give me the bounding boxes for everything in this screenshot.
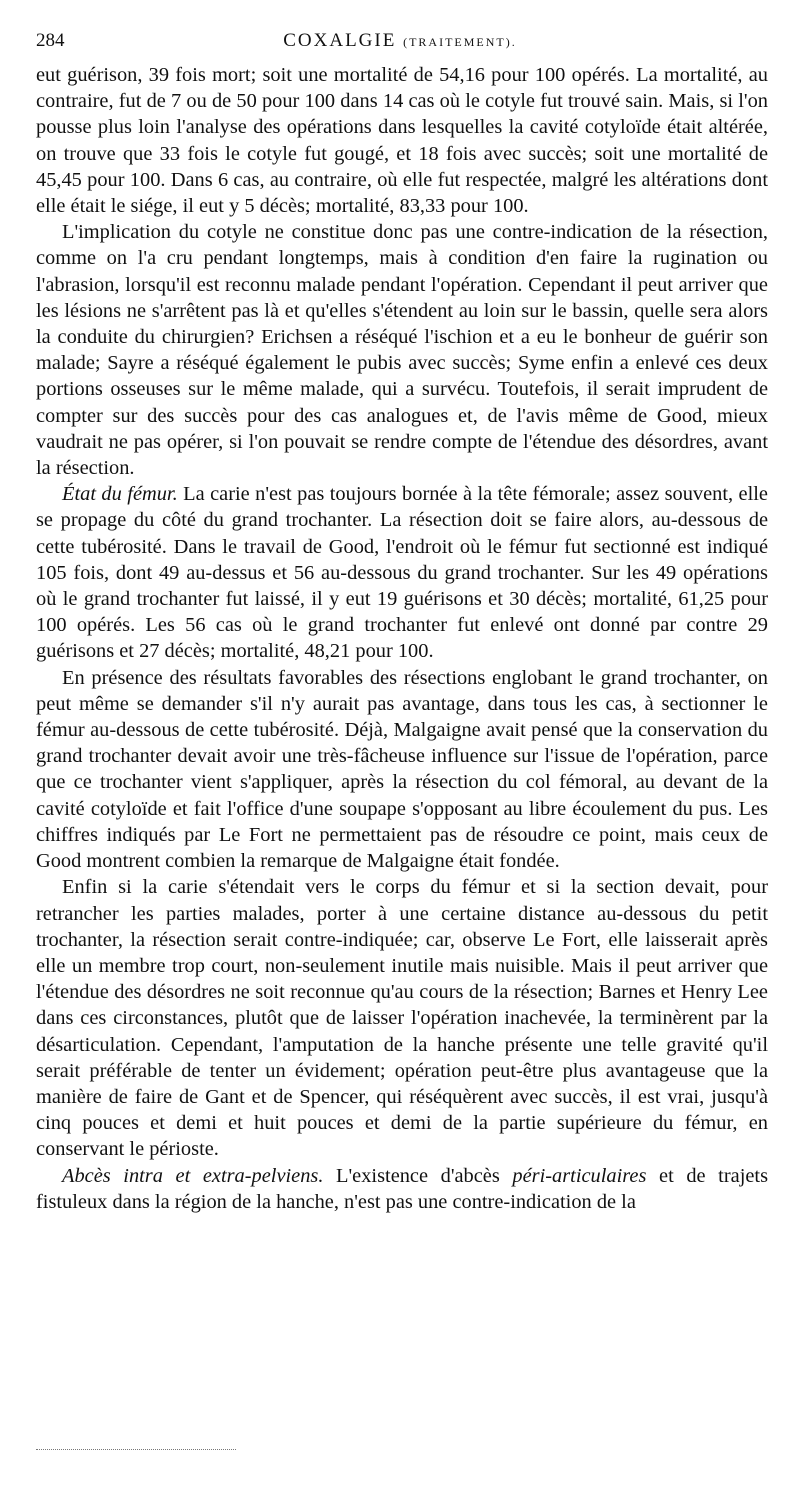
paragraph-6-italic: péri-articulaires: [512, 1164, 647, 1187]
running-title-main: COXALGIE: [283, 30, 397, 51]
page-number: 284: [36, 30, 65, 51]
body-text: [36, 62, 768, 1215]
footnote-rule: [36, 1449, 236, 1450]
paragraph-6-text-a: L'existence d'abcès: [323, 1164, 513, 1187]
paragraph-3: [36, 481, 768, 664]
paragraph-3-text: La carie n'est pas toujours bornée à la tête fémorale; assez souvent, elle se propage du côté du grand trochanter. La résection doit se faire alors, au-dessous de cette tubérosité. Dans le travail de Good, l'endroit où le fémur fut sectionné est indiqué 105 fois, dont 49 au-dessus et 56 au-dessous du grand trochanter. Sur les 49 opérations où le grand trochanter fut laissé, il y eut 19 guérisons et 30 décès; mortalité, 61,25 pour 100 opérés. Les 56 cas où le grand trochanter fut enlevé ont donné par contre 29 guérisons et 27 décès; mortalité, 48,21 pour 100.: [36, 483, 768, 663]
paragraph-6: [36, 1163, 768, 1215]
paragraph-5: Enfin si la carie s'étendait vers le corps du fémur et si la section devait, pour retrancher les parties malades, porter à une certaine distance au-dessous du petit trochanter, la résection serait contre-indiquée; car, observe Le Fort, elle laisserait après elle un membre trop court, non-seulement inutile mais nuisible. Mais il peut arriver que l'étendue des désordres ne soit reconnue qu'au cours de la résection; Barnes et Henry Lee dans ces circonstances, plutôt que de laisser l'opération inachevée, la terminèrent par la désarticulation. Cependant, l'amputation de la hanche présente une telle gravité qu'il serait préférable de tenter un évidement; opération peut-être plus avantageuse que la manière de faire de Gant et de Spencer, qui réséquèrent avec succès, il est vrai, jusqu'à cinq pouces et demi et huit pouces et demi de la partie supérieure du fémur, en conservant le périoste.: [36, 876, 768, 1161]
section-heading-abces: Abcès intra et extra-pelviens.: [62, 1164, 324, 1187]
running-title: [36, 30, 764, 52]
paragraph-1: eut guérison, 39 fois mort; soit une mortalité de 54,16 pour 100 opérés. La mortalité, au contraire, fut de 7 ou de 50 pour 100 dans 14 cas où le cotyle fut trouvé sain. Mais, si l'on pousse plus loin l'analyse des opérations dans lesquelles la cavité cotyloïde était altérée, on trouve que 33 fois le cotyle fut gougé, et 18 fois avec succès; soit une mortalité de 45,45 pour 100. Dans 6 cas, au contraire, où elle fut respectée, malgré les altérations dont elle était le siége, il eut y 5 décès; mortalité, 83,33 pour 100.: [36, 64, 768, 218]
page-header: [36, 30, 764, 60]
paragraph-4: En présence des résultats favorables des résections englobant le grand trochanter, on peut même se demander s'il n'y aurait pas avantage, dans tous les cas, à sectionner le fémur au-dessous de cette tubérosité. Déjà, Malgaigne avait pensé que la conservation du grand trochanter devait avoir une très-fâcheuse influence sur l'issue de l'opération, parce que ce trochanter vient s'appliquer, après la résection du col fémoral, au devant de la cavité cotyloïde et fait l'office d'une soupape s'opposant au libre écoulement du pus. Les chiffres indiqués par Le Fort ne permettaient pas de résoudre ce point, mais ceux de Good montrent combien la remarque de Malgaigne était fondée.: [36, 666, 768, 873]
running-title-sub: (TRAITEMENT).: [403, 35, 517, 49]
paragraph-6-text-b: et de trajets fistuleux dans la région de la hanche, n'est pas une contre-indication de la: [36, 1164, 769, 1213]
section-heading-femur: État du fémur.: [62, 483, 178, 506]
paragraph-2: L'implication du cotyle ne constitue donc pas une contre-indication de la résection, comme on l'a cru pendant longtemps, mais à condition d'en faire la rugination ou l'abrasion, lorsqu'il est reconnu malade pendant l'opération. Cependant il peut arriver que les lésions ne s'arrêtent pas là et qu'elles s'étendent au loin sur le bassin, quelle sera alors la conduite du chirurgien? Erichsen a réséqué l'ischion et a eu le bonheur de guérir son malade; Sayre a réséqué également le pubis avec succès; Syme enfin a enlevé ces deux portions osseuses sur le même malade, qui a survécu. Toutefois, il serait imprudent de compter sur des succès pour des cas analogues et, de l'avis même de Good, mieux vaudrait ne pas opérer, si l'on pouvait se rendre compte de l'étendue des désordres, avant la résection.: [36, 221, 768, 480]
